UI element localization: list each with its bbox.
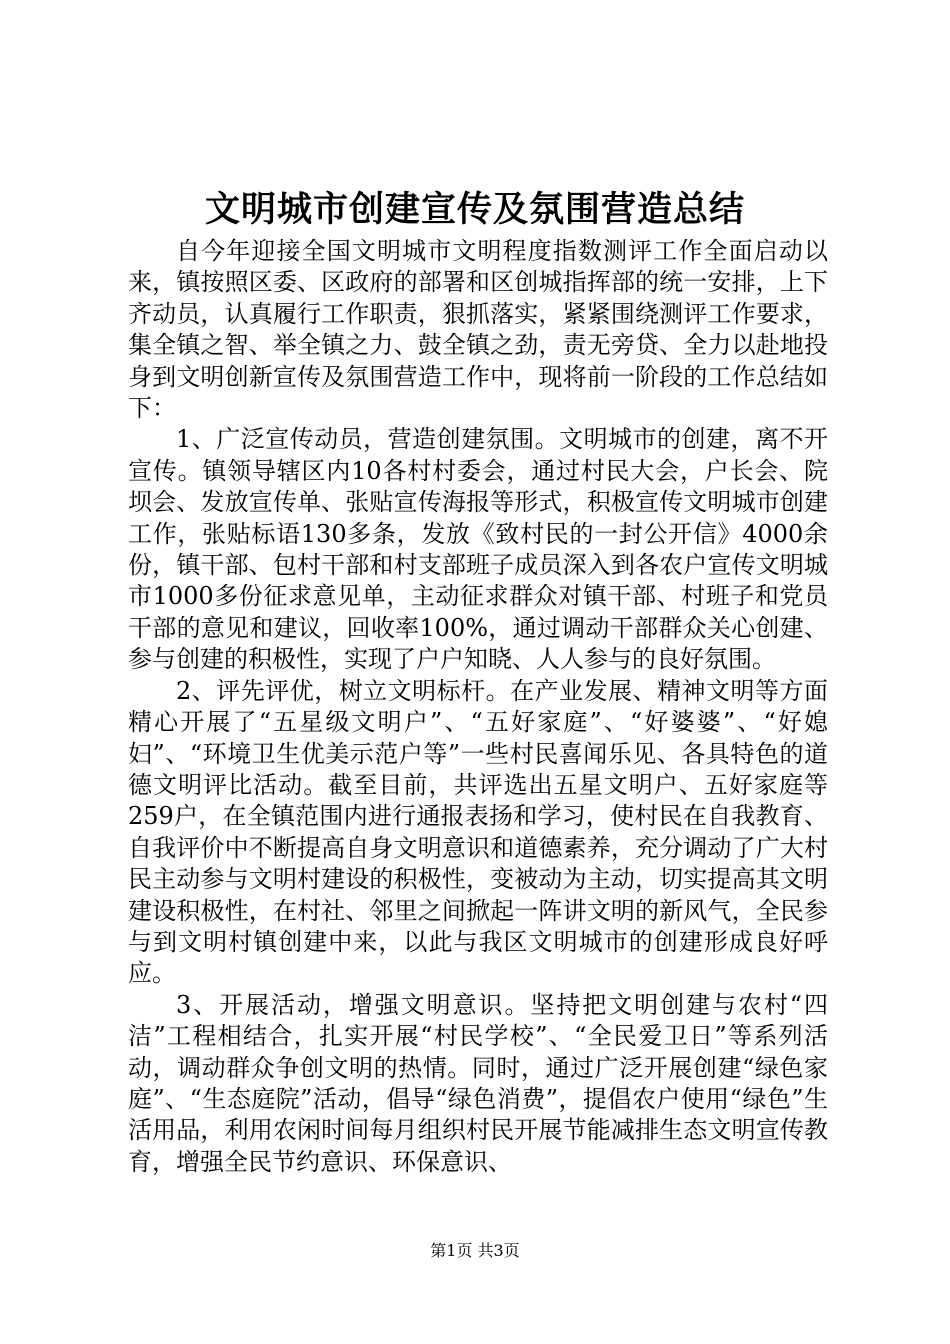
paragraph-3: 3、开展活动，增强文明意识。坚持把文明创建与农村“四洁”工程相结合，扎实开展“村民学校”、“全民爱卫日”等系列活动，调动群众争创文明的热情。同时，通过广泛开展创建“绿色家庭”、“生态庭院”活动，倡导“绿色消费”，提倡农户使用“绿色”生活用品，利用农闲时间每月组织村民开展节能减排生态文明宣传教育，增强全民节约意识、环保意识、 (128, 990, 828, 1176)
document-body (128, 236, 828, 1178)
paragraph-1: 1、广泛宣传动员，营造创建氛围。文明城市的创建，离不开宣传。镇领导辖区内10各村村委会，通过村民大会，户长会、院坝会、发放宣传单、张贴宣传海报等形式，积极宣传文明城市创建工作，张贴标语130多条，发放《致村民的一封公开信》4000余份，镇干部、包村干部和村支部班子成员深入到各农户宣传文明城市1000多份征求意见单，主动征求群众对镇干部、村班子和党员干部的意见和建议，回收率100%，通过调动干部群众关心创建、参与创建的积极性，实现了户户知晓、人人参与的良好氛围。 (128, 425, 828, 674)
document-title: 文明城市创建宣传及氛围营造总结 (204, 189, 745, 230)
page-footer: 第1页 共3页 (430, 1241, 520, 1260)
paragraph-2: 2、评先评优，树立文明标杆。在产业发展、精神文明等方面精心开展了“五星级文明户”、“五好家庭”、“好婆婆”、“好媳妇”、“环境卫生优美示范户等”一些村民喜闻乐见、各具特色的道德文明评比活动。截至目前，共评选出五星文明户、五好家庭等259户，在全镇范围内进行通报表扬和学习，使村民在自我教育、自我评价中不断提高自身文明意识和道德素养，充分调动了广大村民主动参与文明村建设的积极性，变被动为主动，切实提高其文明建设积极性，在村社、邻里之间掀起一阵讲文明的新风气，全民参与到文明村镇创建中来，以此与我区文明城市的创建形成良好呼应。 (128, 676, 828, 988)
paragraph-intro: 自今年迎接全国文明城市文明程度指数测评工作全面启动以来，镇按照区委、区政府的部署和区创城指挥部的统一安排，上下齐动员，认真履行工作职责，狠抓落实，紧紧围绕测评工作要求，集全镇之智、举全镇之力、鼓全镇之劲，责无旁贷、全力以赴地投身到文明创新宣传及氛围营造工作中，现将前一阶段的工作总结如下： (128, 237, 828, 423)
